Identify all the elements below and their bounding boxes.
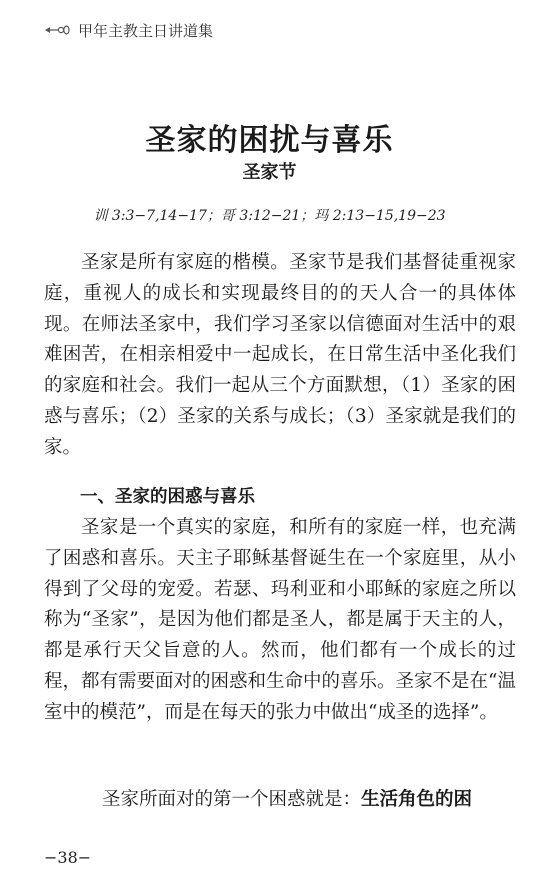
paragraph-continued-bold: 生活角色的困 (361, 789, 473, 810)
scripture-readings: 训 3:3−7,14−17；哥 3:12−21；玛 2:13−15,19−23 (93, 208, 446, 224)
section-heading: 一、圣家的困惑与喜乐 (80, 487, 255, 507)
paragraph-body: 圣家是一个真实的家庭，和所有的家庭一样，也充满了困惑和喜乐。天主子耶稣基督诞生在一个家庭里，从小得到了父母的宠爱。若瑟、玛利亚和小耶稣的家庭之所以称为“圣家”，是因为他们都是圣人，都是属于天主的人，都是承行天父旨意的人。然而，他们都有一个成长的过程，都有需要面对的困惑和生命中的喜乐。圣家不是在“温室中的模范”，而是在每天的张力中做出“成圣的选择”。 (44, 517, 516, 723)
paragraph-intro: 圣家是所有家庭的楷模。圣家节是我们基督徒重视家庭，重视人的成长和实现最终目的的天人合一的具体体现。在师法圣家中，我们学习圣家以信德面对生活中的艰难困苦，在相亲相爱中一起成长，在日常生活中圣化我们的家庭和社会。我们一起从三个方面默想，（1）圣家的困惑与喜乐；（2）圣家的关系与成长；（3）圣家就是我们的家。 (44, 252, 516, 458)
ornament-icon (44, 23, 74, 37)
page-number: −38− (44, 848, 92, 867)
running-head-text: 甲年主教主日讲道集 (78, 21, 214, 40)
page-title: 圣家的困扰与喜乐 (145, 123, 394, 159)
page-subtitle: 圣家节 (242, 162, 297, 183)
paragraph-continued-lead: 圣家所面对的第一个困惑就是： (102, 789, 362, 810)
running-head (44, 19, 213, 41)
paragraph-continued (102, 785, 516, 816)
